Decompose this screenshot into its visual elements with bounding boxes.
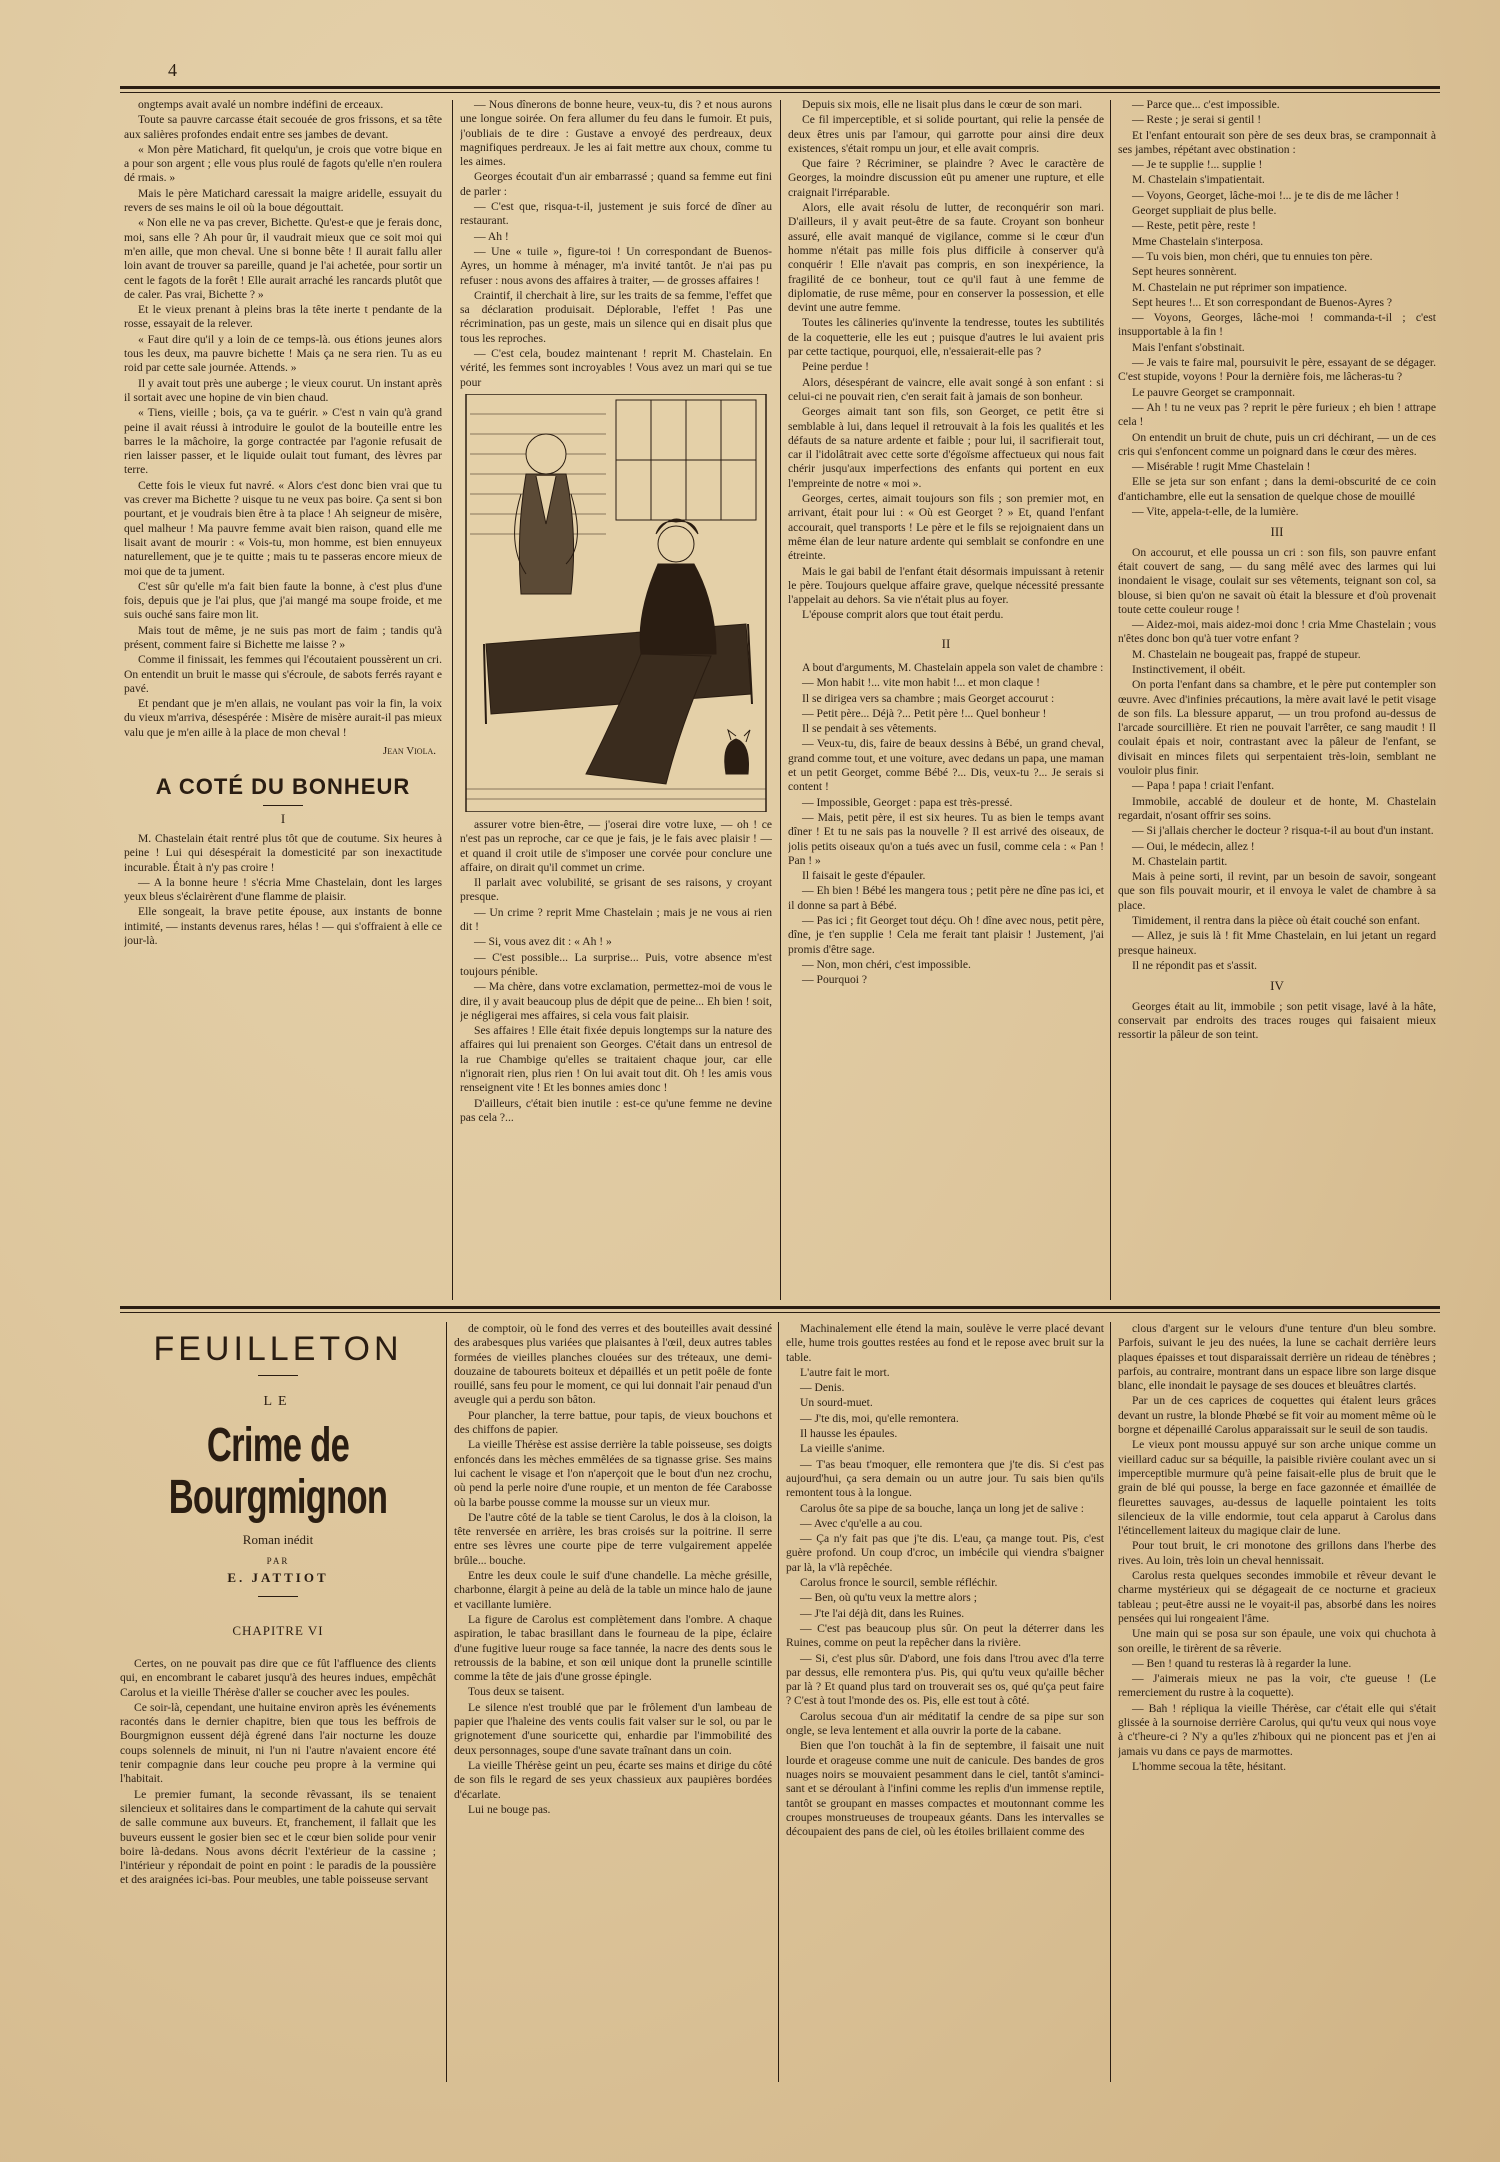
paragraph: — Eh bien ! Bébé les mangera tous ; petit père ne dîne pas ici, et il donne sa part à Bébé. — [788, 884, 1104, 912]
column-3 — [788, 98, 1104, 1300]
column-divider — [778, 1322, 779, 2082]
paragraph: Tous deux se taisent. — [468, 1685, 565, 1699]
feuilleton-label: FEUILLETON — [153, 1330, 403, 1368]
paragraph: Et l'enfant entourait son père de ses deux bras, se cramponnait à ses jambes, répétant avec obstination : — [1118, 128, 1436, 156]
paragraph: — Non, mon chéri, c'est impossible. — [802, 957, 971, 971]
paragraph: Il y avait tout près une auberge ; le vieux courut. Un instant après il sortait avec une hopine de vin bien chaud. — [124, 376, 442, 404]
paragraph: — Vite, appela-t-elle, de la lumière. — [1132, 505, 1299, 519]
story-paragraphs — [1118, 546, 1436, 974]
paragraph: L'épouse comprit alors que tout était perdu. — [802, 608, 1004, 622]
paragraph: clous d'argent sur le velours d'une tenture d'un bleu sombre. Parfois, suivant le jeu des nuées, la lune se cachait derrière leurs plaques épaisses et tout disparaissait derrière un rideau de ténèbres ; parfois, au contraire, montrant dans un espace libre son large disque blanc, elle inondait le paysage de ses douces et bleuâtres clartés. — [1118, 1322, 1436, 1393]
paragraph: Georges aimait tant son fils, son Georget, ce petit être si semblable à lui, dans lequel il retrouvait à la fois les qualités et les défauts de sa nature ardente et faible ; pour lui, il sacrifierait tout, car il l'idolâtrait avec cette sorte d'égoïsme affectueux qui nous fait chérir jusqu'aux imperfections des enfants qui portent en eux l'empreinte de notre « moi ». — [788, 405, 1104, 490]
paragraph: Sept heures !... Et son correspondant de Buenos-Ayres ? — [1132, 295, 1393, 309]
paragraph: — Si, vous avez dit : « Ah ! » — [474, 935, 612, 949]
paragraph: Sept heures sonnèrent. — [1132, 265, 1237, 279]
couple-illustration — [462, 394, 770, 812]
column-2 — [460, 98, 772, 1300]
paragraph: On entendit un bruit de chute, puis un cri déchirant, — un de ces cris qui s'enfoncent comme un poignard dans le cœur des mères. — [1118, 430, 1436, 458]
paragraph: Georget suppliait de plus belle. — [1132, 204, 1277, 218]
paragraph: — Papa ! papa ! criait l'enfant. — [1132, 779, 1275, 793]
story-paragraphs — [124, 832, 442, 948]
column-4 — [1118, 98, 1436, 1300]
paragraph: Il hausse les épaules. — [800, 1427, 898, 1441]
feuilleton-paragraphs — [1118, 1322, 1436, 1774]
column-1 — [124, 98, 442, 1300]
feuilleton-par: PAR — [266, 1556, 290, 1566]
paragraph: Certes, on ne pouvait pas dire que ce fût l'affluence des clients qui, en encombrant le cabaret jusqu'à des heures indues, empêchât Carolus et la vieille Thérèse d'aller se coucher avec les poules. — [120, 1657, 436, 1699]
paragraph: — Si, c'est plus sûr. D'abord, une fois dans l'trou avec d'la terre par dessus, elle remontera p'us. Pis, qui qu'tu veux qu'aille bêcher par là ? Et quand plus tard on trouverait ses os, qué qu'ça peut faire ? C'est à tout l'monde des os. Pis, elle est tout à côté. — [786, 1651, 1104, 1708]
section-heading: A COTÉ DU BONHEUR — [155, 774, 411, 800]
paragraph: Immobile, accablé de douleur et de honte, M. Chastelain regardait, n'osant offrir ses soins. — [1118, 794, 1436, 822]
paragraph: M. Chastelain ne put réprimer son impatience. — [1132, 280, 1348, 294]
paragraph: M. Chastelain partit. — [1132, 854, 1228, 868]
paragraph: Un sourd-muet. — [800, 1396, 873, 1410]
paragraph: Que faire ? Récriminer, se plaindre ? Avec le caractère de Georges, la moindre discussion eût pu amener une rupture, et elle craignait l'irréparable. — [788, 157, 1104, 199]
paragraph: Carolus secoua d'un air méditatif la cendre de sa pipe sur son ongle, se leva lentement et alla ouvrir la porte de la cabane. — [786, 1709, 1104, 1738]
paragraph: Pour plancher, la terre battue, pour tapis, de vieux bouchons et des chiffons de papier. — [454, 1408, 772, 1437]
paragraph: — Ben, où qu'tu veux la mettre alors ; — [800, 1591, 977, 1605]
paragraph: — Petit père... Déjà ?... Petit père !... Quel bonheur ! — [802, 706, 1047, 720]
paragraph: — Ben ! quand tu resteras là à regarder la lune. — [1132, 1656, 1352, 1670]
paragraph: — J'te l'ai déjà dit, dans les Ruines. — [800, 1606, 965, 1620]
paragraph: — T'as beau t'moquer, elle remontera que j'te dis. Si c'est pas aujourd'hui, ça sera demain ou un autre jour. Tu sais bien qu'ils remontent tous à la longue. — [786, 1457, 1104, 1500]
paragraph: — Ah ! tu ne veux pas ? reprit le père furieux ; eh bien ! attrape cela ! — [1118, 400, 1436, 429]
story-paragraphs — [460, 818, 772, 1125]
paragraph: La figure de Carolus est complètement dans l'ombre. A chaque aspiration, le tabac brasillant dans le fourneau de la pipe, éclaire d'une fugitive lueur rouge sa face tannée, la nacre des dents sous le retroussis de la babine, et son œil unique dont la prunelle scintille comme la tête de jais d'une grosse épingle. — [454, 1612, 772, 1684]
paragraph: Mme Chastelain s'interposa. — [1132, 234, 1264, 248]
paragraph: — Tu vois bien, mon chéri, que tu ennuies ton père. — [1132, 249, 1373, 263]
paragraph: — Ah ! — [474, 229, 509, 243]
paragraph: assurer votre bien-être, — j'oserai dire votre luxe, — oh ! ce n'est pas un reproche, car ce que je fais, je le fais avec plaisir ! — et quand il croit utile de s'imposer une corvée pour conclure une affaire, on dirait qu'il commet un crime. — [460, 817, 772, 874]
paragraph: — Impossible, Georget : papa est très-pressé. — [802, 795, 1013, 809]
feuilleton-author: E. JATTIOT — [227, 1570, 329, 1585]
top-rule — [120, 86, 1440, 89]
paragraph: Machinalement elle étend la main, soulève le verre placé devant elle, hume trois gouttes restées au fond et le repose avec bruit sur la table. — [786, 1322, 1104, 1364]
paragraph: Ce soir-là, cependant, une huitaine environ après les événements racontés dans le dernier chapitre, bien que tous les beffrois de Bourgmignon eussent déjà égrené dans l'air nocturne les douze coups solennels de minuit, ni l'un ni l'autre n'avaient encore été tenir compagnie dans leur couche peu propre à la vermine qui l'habitait. — [120, 1700, 436, 1786]
paragraph: Il ne répondit pas et s'assit. — [1132, 958, 1258, 972]
paragraph: — Reste, petit père, reste ! — [1132, 219, 1256, 233]
paragraph: « Mon père Matichard, fit quelqu'un, je crois que votre bique en a pour son argent ; elle vous plus roulé de fagots qu'elle n'en roulera dé rmais. » — [124, 142, 442, 185]
paragraph: M. Chastelain ne bougeait pas, frappé de stupeur. — [1132, 647, 1361, 661]
paragraph: Depuis six mois, elle ne lisait plus dans le cœur de son mari. — [802, 98, 1083, 111]
paragraph: « Faut dire qu'il y a loin de ce temps-là. ous étions jeunes alors tous les deux, ma pauvre bichette ! Mais ça ne sera rien. Tu as eu roid par cette sale journée. Attends. » — [124, 332, 442, 375]
story-paragraphs — [124, 98, 442, 740]
signature: Jean Viola. — [382, 745, 436, 758]
paragraph: Craintif, il cherchait à lire, sur les traits de sa femme, l'effet que sa déclaration produisait. Déplorable, l'effet ! Pas une récrimination, pas un geste, mais un silence qui en disait plus que tous les reproches. — [460, 288, 772, 345]
paragraph: Pour tout bruit, le cri monotone des grillons dans l'herbe des rives. Au loin, très loin un cheval hennissait. — [1118, 1539, 1436, 1567]
story-paragraphs — [460, 98, 772, 390]
paragraph: Toute sa pauvre carcasse était secouée de gros frissons, et sa tête aux salières profondes endait entre ses jambes de devant. — [124, 113, 442, 141]
paragraph: — Voyons, Georget, lâche-moi !... je te dis de me lâcher ! — [1132, 188, 1400, 202]
column-divider — [452, 100, 453, 1300]
heading-dash — [258, 1596, 298, 1597]
chapter-heading: CHAPITRE VI — [232, 1623, 324, 1638]
section-number: II — [941, 635, 951, 651]
story-paragraphs — [1118, 1000, 1436, 1043]
illustration — [462, 394, 770, 812]
paragraph: Par un de ces caprices de coquettes qui étalent leurs grâces devant un rustre, la blonde Phœbé se fit voir au moment même où le borgne et dépenaillé Carolus apparaissait sur le seuil de son taudis. — [1118, 1394, 1436, 1437]
paragraph: Lui ne bouge pas. — [468, 1802, 551, 1816]
paragraph: — Je vais te faire mal, poursuivit le père, essayant de se dégager. C'est stupide, voyons ! Pour la dernière fois, me lâcheras-tu ? — [1118, 356, 1436, 384]
paragraph: La vieille s'anime. — [800, 1442, 885, 1456]
paragraph: — Avec c'qu'elle a au cou. — [800, 1516, 923, 1530]
paragraph: Une main qui se posa sur son épaule, une voix qui chuchota à son oreille, le tirèrent de sa rêverie. — [1118, 1627, 1436, 1655]
paragraph: M. Chastelain s'impatientait. — [1132, 173, 1265, 187]
paragraph: Carolus resta quelques secondes immobile et rêveur devant le charme mystérieux qui se dégageait de ce nocturne et gracieux tableau ; peut-être aussi ne le voyait-il pas, absorbé dans les noires pensées qui lui rongeaient l'âme. — [1118, 1569, 1436, 1625]
paragraph: La vieille Thérèse geint un peu, écarte ses mains et dirige du côté de son fils le regard de ses yeux chassieux aux paupières bordées d'écarlate. — [454, 1758, 772, 1801]
paragraph: — Ça n'y fait pas que j'te dis. L'eau, ça mange tout. Pis, c'est guère profond. Un coup d'croc, un imbécile qui viendra s'baigner par là, la v'là repêchée. — [786, 1532, 1104, 1574]
paragraph: Le premier fumant, la seconde rêvassant, ils se tenaient silencieux et solitaires dans le compartiment de la cahute qui servait de salle commune aux buveurs. Et, franchement, il fallait que les buveurs eussent le gosier bien sec et le cœur bien solide pour venir boire là-dedans. Nous avons décrit l'extérieur de la cassine ; l'intérieur y répondait de point en point : le paradis de la poussière et des araignées ici-bas. Pour meubles, une table poisseuse servant — [120, 1787, 436, 1887]
paragraph: — Pas ici ; fit Georget tout déçu. Oh ! dîne avec nous, petit père, dîne, je t'en supplie ! Cela me ferait tant plaisir ! Justement, j'ai promis d'être sage. — [788, 914, 1104, 956]
paragraph: Entre les deux coule le suif d'une chandelle. La mèche grésille, charbonne, élargit à peine au delà de la table un mince halo de jaune et vacillante lumière. — [454, 1569, 772, 1611]
paragraph: Ses affaires ! Elle était fixée depuis longtemps sur la nature des affaires qui lui prenaient son Georges. C'était dans un entresol de la rue Chambige qu'elles se traitaient chaque jour, car elle n'ignorait rien, plus rien ! On lui avait tout dit. Oh ! les amis vous renseignent vite ! Et les bonnes amies donc ! — [460, 1024, 772, 1095]
paragraph: — Une « tuile », figure-toi ! Un correspondant de Buenos-Ayres, un homme à ménager, m'a invité tantôt. Je n'ai pas pu refuser : nous avons des affaires à traiter, — de grosses affaires ! — [460, 244, 772, 287]
paragraph: « Non elle ne va pas crever, Bichette. Qu'est-e que je ferais donc, moi, sans elle ? Ah pour ûr, il vaudrait mieux que ce soit moi qui m'en aille, que mon cheval. Une si bonne bête ! Il aurait fallu aller loin avant de trouver sa pareille, quand je l'ai achetée, pour sortir un cent le fagots de la forêt ! Elle aurait arraché les rancards plutôt que de caler. Pas vrai, Bichette ? » — [124, 216, 442, 301]
paragraph: — Nous dînerons de bonne heure, veux-tu, dis ? et nous aurons une longue soirée. On fera allumer du feu dans le fumoir. Et puis, j'oubliais de te dire : Gustave a envoyé des perdreaux, deux magnifiques perdreaux. Je les ai fait mettre aux choux, comme tu les aimes. — [460, 98, 772, 169]
paragraph: — Un crime ? reprit Mme Chastelain ; mais je ne vous ai rien dit ! — [460, 905, 772, 934]
paragraph: — J'te dis, moi, qu'elle remontera. — [800, 1411, 959, 1425]
paragraph: de comptoir, où le fond des verres et des bouteilles avait dessiné des arabesques plus variées que plaisantes à l'œil, deux autres tables formées de vieilles planches clouées sur des tréteaux, une demi-douzaine de tabourets boiteux et dépaillés et un petit poêle de fonte rouillé, sans feu pour le moment, ce qui lui donnait l'air penaud d'un aveugle qui a perdu son bâton. — [454, 1322, 772, 1407]
paragraph: — Allez, je suis là ! fit Mme Chastelain, en lui jetant un regard presque haineux. — [1118, 929, 1436, 957]
column-6 — [454, 1322, 772, 2082]
paragraph: On porta l'enfant dans sa chambre, et le père put contempler son œuvre. Avec d'infinies précautions, la mère avait lavé le petit visage de son fils. La blessure apparut, — un trou profond au-dessus de l'arcade sourcillière. Et rien ne pouvait l'arrêter, ce sang maudit ! Il coulait épais et noir, contrastant avec la pâleur de l'enfant, se divisait en minces filets qui serpentaient très-loin, semblant ne vouloir plus finir. — [1118, 678, 1436, 778]
paragraph: Ce fil imperceptible, et si solide pourtant, qui relie la pensée de deux êtres unis par l'amour, qui garrotte pour ainsi dire deux existences, s'était rompu un jour, et elle avait compris. — [788, 113, 1104, 155]
paragraph: Elle se jeta sur son enfant ; dans la demi-obscurité de ce coin d'antichambre, elle eut la sensation de quelque chose de mouillé — [1118, 475, 1436, 503]
paragraph: Le pauvre Georget se cramponnait. — [1132, 385, 1295, 399]
paragraph: — Parce que... c'est impossible. — [1132, 98, 1280, 111]
paragraph: — Mais, petit père, il est six heures. Tu as bien le temps avant dîner ! Et tu ne sais pas la nouvelle ? Il est arrivé des oiseaux, de jolis petits oiseaux qu'on a tués avec un fusil, comme cela : « Pan ! Pan ! » — [788, 810, 1104, 867]
paragraph: Le vieux pont moussu appuyé sur son arche unique comme un vieillard caduc sur sa béquille, la paisible rivière coulant avec un si imperceptible murmure qu'à peine faisait-elle plus de bruit que le grain de blé qui pousse, la berge en face gazonnée et émaillée de fleurettes sauvages, au-dessus de laquelle pointaient les toits silencieux de la ville endormie, tout cela apparut à Carolus dans l'étincellement laiteux du magique clair de lune. — [1118, 1438, 1436, 1538]
paragraph: « Tiens, vieille ; bois, ça va te guérir. » C'est n vain qu'à grand peine il avait réussi à introduire le goulot de la bouteille entre les barres le la mâchoire, la gorge contractée par l'agonie refusait de rien laisser passer, et le liquide oulait tout fumant, des lèvres par terre. — [124, 406, 442, 477]
paragraph: — J'aimerais mieux ne pas la voir, c'te gueuse ! (Le remerciement du rustre à la coquette). — [1118, 1672, 1436, 1700]
paragraph: D'ailleurs, c'était bien inutile : est-ce qu'une femme ne devine pas cela ?... — [460, 1096, 772, 1124]
paragraph: — A la bonne heure ! s'écria Mme Chastelain, dont les larges yeux bleus s'éclairèrent d'une flamme de plaisir. — [124, 875, 442, 904]
paragraph: — Misérable ! rugit Mme Chastelain ! — [1132, 460, 1311, 474]
paragraph: Mais tout de même, je ne suis pas mort de faim ; tandis qu'à présent, comment faire si Bichette me laisse ? » — [124, 623, 442, 651]
paragraph: Instinctivement, il obéit. — [1132, 662, 1246, 676]
feuilleton-article: LE — [263, 1394, 293, 1409]
paragraph: Mais le gai babil de l'enfant était désormais impuissant à retenir le père. Toujours quelque affaire grave, quelque nécessité pressante l'appelait au dehors. Sa vie n'était plus au foyer. — [788, 564, 1104, 607]
paragraph: Il se pendait à ses vêtements. — [802, 722, 937, 736]
feuilleton-subtitle: Roman inédit — [242, 1532, 314, 1547]
paragraph: Le silence n'est troublé que par le frôlement d'un lambeau de papier que l'haleine des vents coulis fait valser sur le sol, ou par le grignotement d'une souricette qui, enhardie par l'immobilité des deux personnages, soupe d'une savate traînant dans un coin. — [454, 1700, 772, 1757]
feuilleton-paragraphs — [786, 1322, 1104, 1839]
paragraph: L'autre fait le mort. — [800, 1365, 890, 1379]
story-paragraphs — [788, 98, 1104, 623]
feuilleton-title: Crime de Bourgmignon — [168, 1419, 388, 1524]
column-divider — [446, 1322, 447, 2082]
paragraph: — Voyons, Georges, lâche-moi ! commanda-t-il ; c'est insupportable à la fin ! — [1118, 311, 1436, 339]
column-divider — [1110, 1322, 1111, 2082]
story-paragraphs — [788, 661, 1104, 988]
paragraph: — Pourquoi ? — [802, 973, 868, 987]
paragraph: — Je te supplie !... supplie ! — [1132, 158, 1263, 172]
paragraph: Carolus ôte sa pipe de sa bouche, lança un long jet de salive : — [800, 1501, 1084, 1515]
paragraph: Mais le père Matichard caressait la maigre aridelle, essuyait du revers de ses mains le oil où la boue dégouttait. — [124, 186, 442, 215]
paragraph: — Mon habit !... vite mon habit !... et mon claque ! — [802, 676, 1040, 690]
section-number: IV — [1270, 978, 1284, 994]
paragraph: Elle songeait, la brave petite épouse, aux instants de bonne intimité, — instants devenus rares, hélas ! — qui s'offraient à elle ce jour-là. — [124, 905, 442, 948]
column-divider — [780, 100, 781, 1300]
column-7 — [786, 1322, 1104, 2082]
paragraph: M. Chastelain était rentré plus tôt que de coutume. Six heures à peine ! Lui qui désespérait la domesticité par son inexactitude incurable. Était à n'y pas croire ! — [124, 831, 442, 874]
feuilleton-paragraphs — [454, 1322, 772, 1817]
paragraph: — C'est cela, boudez maintenant ! reprit M. Chastelain. En vérité, les femmes sont incroyables ! Vous avez un mari qui se tue pour — [460, 347, 772, 389]
feuilleton-rule-thin — [120, 1312, 1440, 1313]
paragraph: — Si j'allais chercher le docteur ? risqua-t-il au bout d'un instant. — [1132, 824, 1434, 838]
paragraph: La vieille Thérèse est assise derrière la table poisseuse, ses doigts enfoncés dans les mèches emmêlées de sa tignasse grise. Ses mains lui cachent le visage et l'on n'aperçoit que le bout d'un nez crochu, où pend la perle noire d'une roupie, et un menton de fée Carabosse où la barbe pousse comme la mousse sur un vieux mur. — [454, 1438, 772, 1509]
paragraph: Et le vieux prenant à pleins bras la tête inerte t pendante de la rosse, essayait de la relever. — [124, 303, 442, 331]
page-number: 4 — [168, 60, 177, 80]
paragraph: On accourut, et elle poussa un cri : son fils, son pauvre enfant était couvert de sang, — du sang mêlé avec des larmes qui lui inondaient le visage, coulait sur ses vêtements, teignant son col, sa blouse, si bien qu'on ne savait où était la blessure et d'où provenait toute cette couleur rouge ! — [1118, 545, 1436, 616]
paragraph: Il faisait le geste d'épauler. — [802, 869, 926, 883]
section-number: I — [280, 810, 286, 826]
paragraph: Mais à peine sorti, il revint, par un besoin de savoir, songeant que son fils pouvait mourir, et il envoya le valet de chambre à sa place. — [1118, 870, 1436, 912]
paragraph: Et pendant que je m'en allais, ne voulant pas voir la fin, la voix du vieux m'arriva, désespérée : Misère de misère aurait-il pas mieux valu que je m'en aille à la place de mon cheval ! — [124, 697, 442, 739]
paragraph: L'homme secoua la tête, hésitant. — [1132, 1759, 1287, 1773]
paragraph: Bien que l'on touchât à la fin de septembre, il faisait une nuit lourde et orageuse comme une nuit de canicule. Des bandes de gros nuages noirs se mouvaient pesamment dans le ciel, tantôt s'aminci-sant et se déroulant à l'infini comme les replis d'un immense reptile, tantôt se groupant en masses compactes et moutonnant comme les croupes monstrueuses de troupeaux géants. Dans les intervalles se découpaient des pans de ciel, où les étoiles brillaient comme des — [786, 1739, 1104, 1839]
paragraph: Georges était au lit, immobile ; son petit visage, lavé à la hâte, conservait par endroits des traces rouges qui faisaient mieux ressortir la pâleur de son teint. — [1118, 999, 1436, 1042]
paragraph: — Ma chère, dans votre exclamation, permettez-moi de vous le dire, il y avait beaucoup plus de dépit que de peine... Eh bien ! soit, je négligerai mes affaires, si cela vous fait plaisir. — [460, 980, 772, 1022]
paragraph: — Veux-tu, dis, faire de beaux dessins à Bébé, un grand cheval, grand comme tout, et une voiture, avec dedans un papa, une maman et un petit Georget, comme Bébé ?... Dis, veux-tu ?... Je serais si content ! — [788, 737, 1104, 794]
paragraph: — C'est possible... La surprise... Puis, votre absence m'est toujours pénible. — [460, 950, 772, 978]
heading-dash — [263, 805, 303, 806]
paragraph: — Aidez-moi, mais aidez-moi donc ! cria Mme Chastelain ; vous n'êtes donc bon qu'à tuer votre enfant ? — [1118, 618, 1436, 646]
paragraph: Peine perdue ! — [802, 360, 869, 374]
paragraph: Il parlait avec volubilité, se grisant de ses raisons, y croyant presque. — [460, 876, 772, 904]
paragraph: Georges écoutait d'un air embarrassé ; quand sa femme eut fini de parler : — [460, 170, 772, 198]
paragraph: C'est sûr qu'elle m'a fait bien faute la bonne, à c'est plus d'une fois, depuis que je l'ai plus, que j'ai mangé ma soupe froide, et me suis ouché sans faire mon lit. — [124, 579, 442, 622]
paragraph: — Reste ; je serai si gentil ! — [1132, 113, 1262, 127]
paragraph: Toutes les câlineries qu'invente la tendresse, toutes les subtilités de la coquetterie, elle les eut ; puisque d'autres le lui avaient pris par cette tactique, pourquoi, elle, n'essaierait-elle pas ? — [788, 316, 1104, 359]
paragraph: — C'est que, risqua-t-il, justement je suis forcé de dîner au restaurant. — [460, 200, 772, 228]
paragraph: ongtemps avait avalé un nombre indéfini de erceaux. — [138, 98, 384, 111]
column-divider — [1110, 100, 1111, 1300]
section-number: III — [1270, 524, 1284, 540]
paragraph: Alors, désespérant de vaincre, elle avait songé à son enfant : si celui-ci ne pouvait rien, c'en serait fait à jamais de son bonheur. — [788, 375, 1104, 403]
paragraph: A bout d'arguments, M. Chastelain appela son valet de chambre : — [802, 660, 1104, 674]
paragraph: — Bah ! répliqua la vieille Thérèse, car c'était elle qui s'était glissée à la sournoise derrière Carolus, qui qu'tu veux qui nous voye à c't'heure-ci ? N'y a qu'les z'hiboux qui ne pioncent pas et j'en ai jamais vu dans ce pays de marmottes. — [1118, 1701, 1436, 1758]
paragraph: Cette fois le vieux fut navré. « Alors c'est donc bien vrai que tu vas crever ma Bichette ? uisque tu ne veux pas boire. Ça sent si bon pourtant, et je voudrais bien être à ta place ! Ah seigneur de misère, quel malheur ! Ma pauvre femme avait bien raison, quand elle me lisait avant de mourir : « Vois-tu, mon homme, est bien ennuyeux naturellement, que je te quitte ; mais tu te passeras encore mieux de moi que de ta jument. — [124, 478, 442, 578]
paragraph: — C'est pas beaucoup plus sûr. On peut la déterrer dans les Ruines, comme on peut la repêcher dans la rivière. — [786, 1621, 1104, 1650]
column-8 — [1118, 1322, 1436, 2082]
paragraph: Timidement, il rentra dans la pièce où était couché son enfant. — [1132, 914, 1421, 928]
paragraph: Georges, certes, aimait toujours son fils ; son premier mot, en arrivant, était pour lui : « Où est Georget ? » Et, quand l'enfant accourait, quel transports ! Le père et le fils se rejoignaient dans un même élan de leur nature ardente qui semblait se confondre en une étreinte. — [788, 492, 1104, 563]
paragraph: Alors, elle avait résolu de lutter, de reconquérir son mari. D'ailleurs, il y avait peut-être de sa faute. Croyant son bonheur assuré, elle avait manqué de vigilance, comme si le cœur d'un homme n'était pas mille fois plus difficile à conserver qu'à conquérir ! Elle n'avait pas compris, en son inexpérience, la fragilité de ce bonheur, tout ce qu'il faut à une femme de diplomatie, de ruse même, pour en conserver la possession, et elle devint une autre femme. — [788, 201, 1104, 315]
feuilleton-paragraphs — [120, 1657, 436, 1888]
paragraph: De l'autre côté de la table se tient Carolus, le dos à la cloison, la tête renversée en arrière, les bras croisés sur la poitrine. Il serre entre ses lèvres une courte pipe de terre vulgairement appelée brûle... bouche. — [454, 1510, 772, 1567]
heading-dash — [258, 1375, 298, 1376]
paragraph: — Denis. — [800, 1381, 845, 1395]
paragraph: — Oui, le médecin, allez ! — [1132, 839, 1255, 853]
paragraph: Il se dirigea vers sa chambre ; mais Georget accourut : — [802, 691, 1055, 705]
paragraph: Comme il finissait, les femmes qui l'écoutaient poussèrent un cri. On entendit un bruit le masse qui s'écroule, de sabots ferrés rayant e pavé. — [124, 653, 442, 695]
top-rule-thin — [120, 92, 1440, 93]
story-paragraphs — [1118, 98, 1436, 519]
paragraph: Carolus fronce le sourcil, semble réfléchir. — [800, 1576, 998, 1590]
feuilleton-column — [120, 1320, 436, 2080]
paragraph: Mais l'enfant s'obstinait. — [1132, 340, 1245, 354]
feuilleton-rule — [120, 1306, 1440, 1309]
